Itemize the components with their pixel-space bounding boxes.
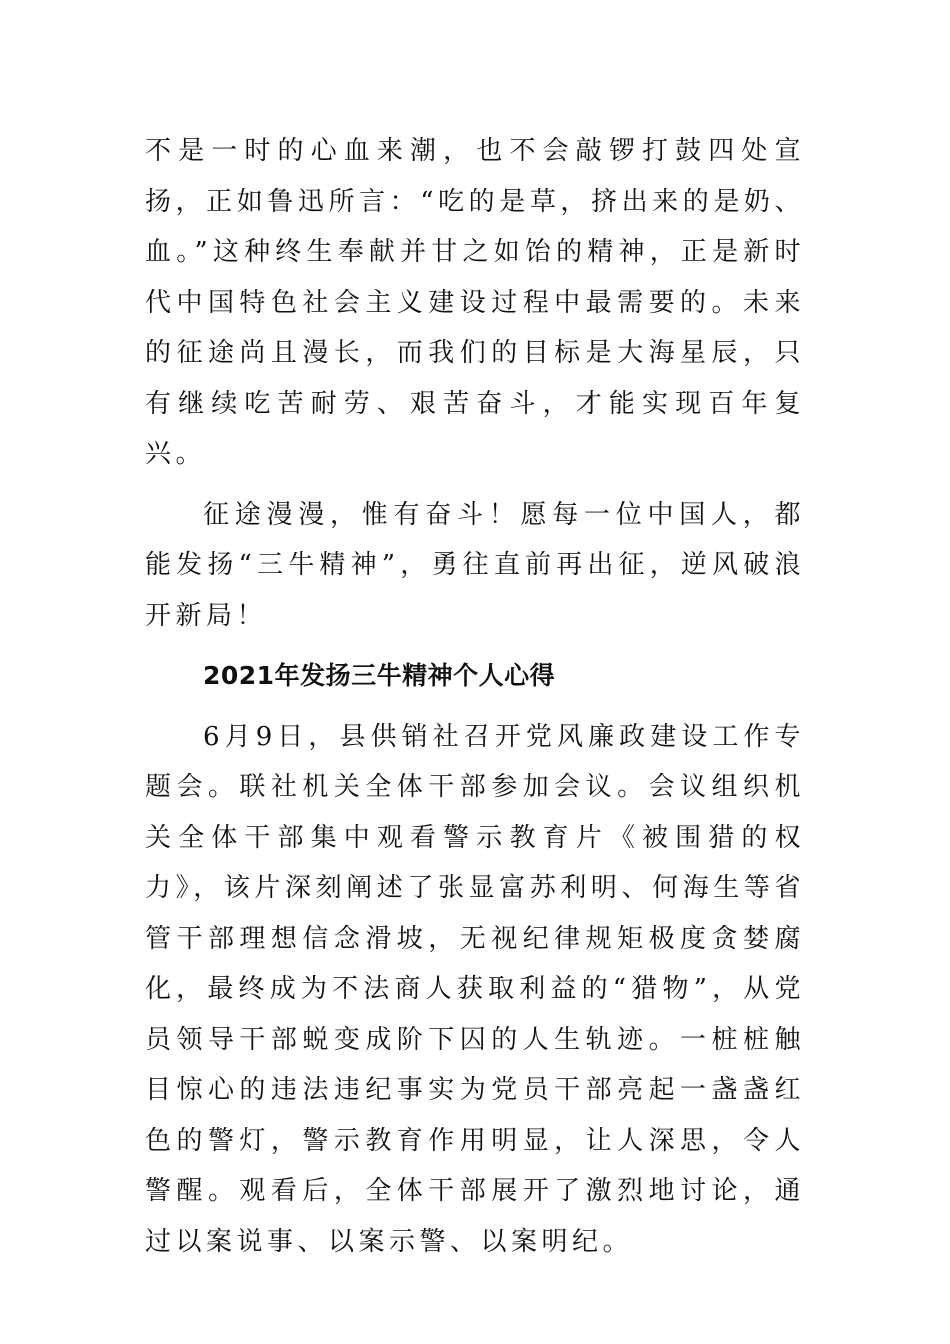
document-body [145,126,805,1267]
section-paragraph: 6月9日，县供销社召开党风廉政建设工作专题会。联社机关全体干部参加会议。会议组织机关全体干部集中观看警示教育片《被围猎的权力》，该片深刻阐述了张显富苏利明、何海生等省管干部理想信念滑坡，无视纪律规矩极度贪婪腐化，最终成为不法商人获取利益的“猎物”，从党员领导干部蜕变成阶下囚的人生轨迹。一桩桩触目惊心的违法违纪事实为党员干部亮起一盏盏红色的警灯，警示教育作用明显，让人深思，令人警醒。观看后，全体干部展开了激烈地讨论，通过以案说事、以案示警、以案明纪。 [145,721,805,1257]
section-title: 2021年发扬三牛精神个人心得 [203,661,556,690]
body-paragraph-closing: 征途漫漫，惟有奋斗！愿每一位中国人，都能发扬“三牛精神”，勇往直前再出征，逆风破浪开新局！ [145,499,805,631]
body-paragraph-continuation: 不是一时的心血来潮，也不会敲锣打鼓四处宣扬，正如鲁迅所言：“吃的是草，挤出来的是奶、血。”这种终生奉献并甘之如饴的精神，正是新时代中国特色社会主义建设过程中最需要的。未来的征途尚且漫长，而我们的目标是大海星辰，只有继续吃苦耐劳、艰苦奋斗，才能实现百年复兴。 [145,136,805,469]
